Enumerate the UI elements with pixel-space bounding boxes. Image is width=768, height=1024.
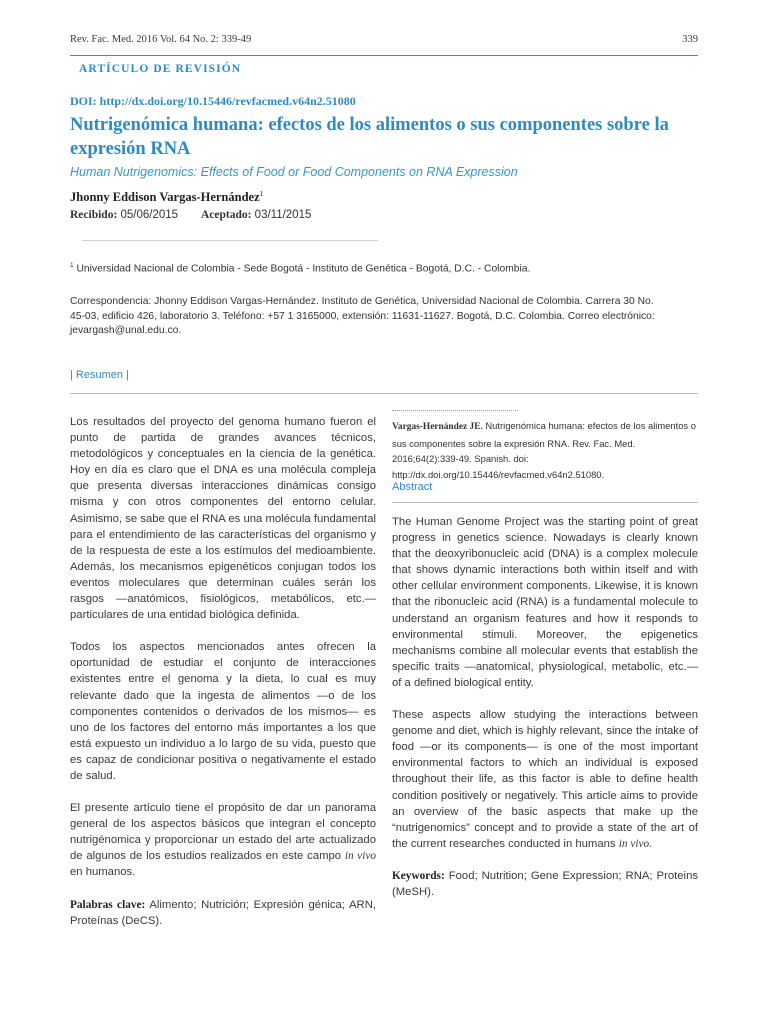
title-english: Human Nutrigenomics: Effects of Food or Food Components on RNA Expression (70, 165, 518, 179)
section-label: ARTÍCULO DE REVISIÓN (79, 63, 242, 75)
abstract-paragraph-2 (392, 707, 698, 852)
author-name (70, 190, 263, 205)
accepted-date: 03/11/2015 (254, 209, 312, 221)
resumen-p3-italic: in vivo (344, 850, 376, 863)
affiliation-text: Universidad Nacional de Colombia - Sede Bogotá - Instituto de Genética - Bogotá, D.C. - Colombia. (76, 263, 531, 275)
keywords (392, 868, 698, 900)
correspondence: Correspondencia: Jhonny Eddison Vargas-Hernández. Instituto de Genética, Universidad Nacional de Colombia. Carrera 30 No. 45-03, edificio 426, laboratorio 3. Teléfono: +57 1 3165000, extensión: 11631-11627. Bogotá, D.C. Colombia. Correo electrónico: jevargash@unal.edu.co. (70, 296, 655, 336)
resumen-heading: | Resumen | (70, 369, 129, 381)
abstract-column (392, 514, 698, 916)
resumen-column (70, 414, 376, 945)
author-text: Jhonny Eddison Vargas-Hernández (70, 190, 260, 205)
doi-link[interactable]: DOI: http://dx.doi.org/10.15446/revfacmed.v64n2.51080 (70, 94, 356, 108)
abstract-p2-text: These aspects allow studying the interactions between genome and diet, which is highly relevant, since the intake of food —or its components— is one of the most important environmental factors to which an individual is exposed throughout their life, as this factor is able to define health condition positively or negatively. This article aims to provide an overview of the basic aspects that make up the “nutrigenomics” concept and to provide a state of the art of the current researches conducted in humans (392, 709, 698, 850)
accepted-group (201, 209, 311, 221)
received-label: Recibido: (70, 209, 118, 221)
keywords-text: Food; Nutrition; Gene Expression; RNA; Proteins (MeSH). (392, 869, 698, 898)
abstract-paragraph-1: The Human Genome Project was the starting point of great progress in genetics science. Nowadays is clearly known that the deoxyribonucleic acid (DNA) is a complex molecule that shows dynamic interactions both within itself and with other cellular environment components. Likewise, it is known that the ribonucleic acid (RNA) is a fundamental molecule to understand an organism features and how it responds to environmental stimuli. Moreover, the epigenetics mechanisms combine all molecular events that establish the specific traits —anatomical, physiological, metabolic, etc.— of a defined biological entity. (392, 516, 698, 689)
palabras-clave (70, 897, 376, 929)
palabras-clave-text: Alimento; Nutrición; Expresión génica; ARN, Proteínas (DeCS). (70, 898, 376, 927)
accepted-label: Aceptado: (201, 209, 252, 221)
dates-line (70, 209, 390, 225)
resumen-paragraph-3 (70, 800, 376, 880)
received-group (70, 209, 178, 221)
resumen-p3-text: El presente artículo tiene el propósito de dar un panorama general de los aspectos básicos que integran el concepto nutrigénomica y proporcionar un estado del arte actualizado de algunos de los estudios realizados en este campo (70, 802, 376, 863)
resumen-p3-end: en humanos. (70, 866, 136, 879)
citation-divider (392, 410, 518, 411)
citation-text: Nutrigenómica humana: efectos de los alimentos o sus componentes sobre la expresión RNA. Rev. Fac. Med. 2016;64(2):339-49. Spanish. doi: http://dx.doi.org/10.15446/revfacmed.v64n2.51080. (392, 420, 696, 480)
affiliation (70, 262, 690, 274)
header-divider (70, 55, 698, 56)
citation-box (392, 418, 702, 482)
title-spanish: Nutrigenómica humana: efectos de los alimentos o sus componentes sobre la expresión RNA (70, 115, 669, 159)
received-date: 05/06/2015 (120, 209, 179, 221)
journal-reference: Rev. Fac. Med. 2016 Vol. 64 No. 2: 339-49 (70, 34, 252, 45)
title-separator (82, 240, 378, 241)
keywords-label: Keywords: (392, 869, 445, 882)
resumen-paragraph-1: Los resultados del proyecto del genoma humano fueron el punto de partida de grandes avances técnicos, metodológicos y conceptuales en la ciencia de la genética. Hoy en día es claro que el DNA es una molécula compleja que presenta diversas interacciones dinámicas consigo misma y con otros componentes del entorno celular. Asimismo, se sabe que el RNA es una molécula fundamental para el entendimiento de las características del organismo y de la respuesta de este a los estímulos del medioambiente. Además, los mecanismos epigenéticos conjugan todos los eventos moleculares que determinan cuáles serán los rasgos —anatómicos, fisiológicos, metabólicos, etc.— particulares de una entidad biológica definida. (70, 416, 376, 622)
abstract-p2-italic: in vivo. (618, 837, 652, 850)
author-affiliation-mark: 1 (259, 190, 264, 198)
page-number: 339 (682, 34, 698, 45)
affiliation-mark: 1 (70, 262, 74, 269)
running-head (70, 34, 698, 48)
abstract-divider (392, 502, 698, 503)
abstract-heading: Abstract (392, 481, 433, 493)
palabras-clave-label: Palabras clave: (70, 898, 146, 911)
resumen-paragraph-2: Todos los aspectos mencionados antes ofrecen la oportunidad de estudiar el conjunto de interacciones existentes entre el genoma y la dieta, lo cual es muy relevante dado que la ingesta de alimentos —o de los componentes contenidos o derivados de los mismos— es uno de los factores del entorno más importantes a los que está expuesto un individuo a lo largo de su vida, puesto que es capaz de condicionar positiva o negativamente el estado de salud. (70, 641, 376, 782)
citation-author: Vargas-Hernández JE. (392, 422, 483, 432)
resumen-divider (70, 393, 698, 394)
